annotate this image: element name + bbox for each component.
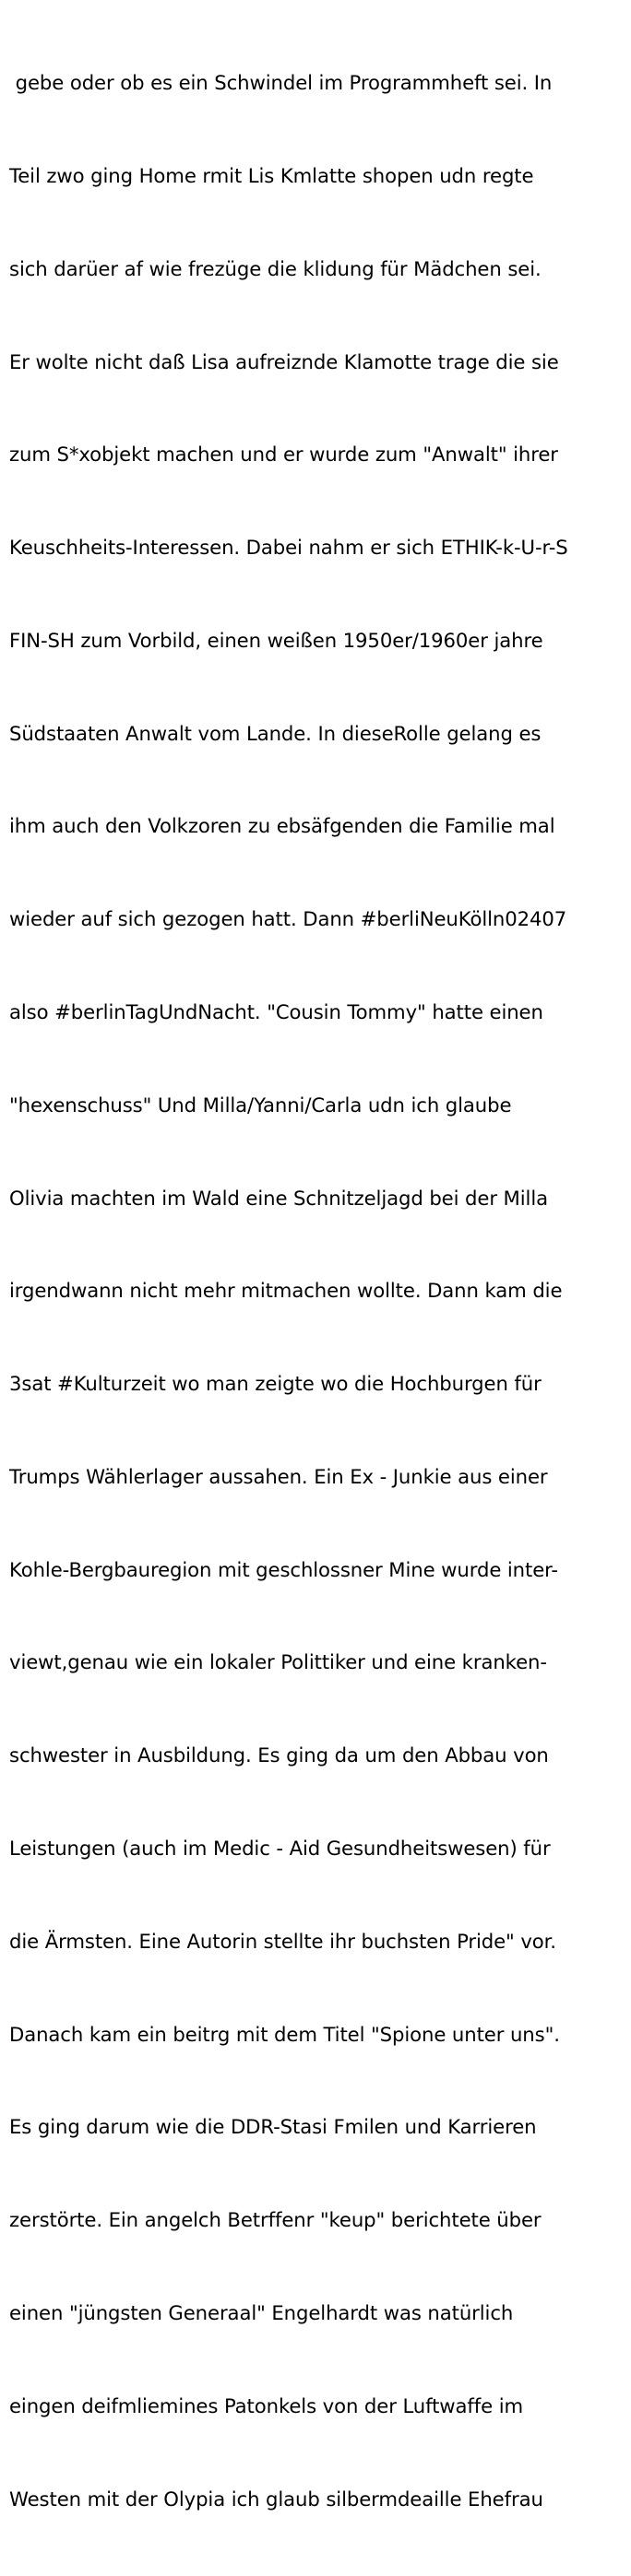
- text-line: Danach kam ein beitrg mit dem Titel "Spione unter uns".: [9, 2022, 560, 2046]
- text-line: Es ging darum wie die DDR-Stasi Fmilen und Karrieren: [9, 2115, 537, 2139]
- text-line: 3sat #Kulturzeit wo man zeigte wo die Hochburgen für: [9, 1372, 542, 1396]
- text-line: "hexenschuss" Und Milla/Yanni/Carla udn ich glaube: [9, 1093, 512, 1117]
- text-line: also #berlinTagUndNacht. "Cousin Tommy" hatte einen: [9, 1000, 543, 1023]
- text-line: zerstörte. Ein angelch Betrffenr "keup" berichtete über: [9, 2208, 542, 2232]
- text-line: Westen mit der Olypia ich glaub silbermdeaille Ehefrau: [9, 2487, 543, 2511]
- text-line: die Ärmsten. Eine Autorin stellte ihr buchsten Pride" vor.: [9, 1929, 556, 1953]
- text-line: Teil zwo ging Home rmit Lis Kmlatte shopen udn regte: [9, 163, 534, 187]
- text-line: irgendwann nicht mehr mitmachen wollte. Dann kam die: [9, 1279, 563, 1303]
- document-text: [9, 6, 624, 2576]
- text-line: Er wolte nicht daß Lisa aufreiznde Klamotte trage die sie: [9, 349, 559, 373]
- text-line: wieder auf sich gezogen hatt. Dann #berliNeuKölln02407: [9, 907, 567, 931]
- text-line: schwester in Ausbildung. Es ging da um den Abbau von: [9, 1743, 549, 1767]
- text-line: Südstaaten Anwalt vom Lande. In dieseRolle gelang es: [9, 721, 542, 745]
- text-line: eingen deifmliemines Patonkels von der Luftwaffe im: [9, 2393, 524, 2417]
- text-line: Trumps Wählerlager aussahen. Ein Ex - Junkie aus einer: [9, 1464, 548, 1488]
- text-line: zum S*xobjekt machen und er wurde zum "Anwalt" ihrer: [9, 443, 558, 467]
- text-line: Kohle-Bergbauregion mit geschlossner Mine wurde inter-: [9, 1557, 558, 1581]
- text-line: Leistungen (auch im Medic - Aid Gesundheitswesen) für: [9, 1837, 551, 1861]
- text-line: viewt,genau wie ein lokaler Polittiker und eine kranken-: [9, 1650, 547, 1674]
- text-line: ihm auch den Volkzoren zu ebsäfgenden die Familie mal: [9, 814, 555, 838]
- text-line: gebe oder ob es ein Schwindel im Programmheft sei. In: [9, 71, 553, 95]
- text-line: einen "jüngsten Generaal" Engelhardt was natürlich: [9, 2300, 514, 2324]
- text-line: sich darüer af wie frezüge die klidung für Mädchen sei.: [9, 256, 542, 280]
- text-line: Keuschheits-Interessen. Dabei nahm er sich ETHIK-k-U-r-S: [9, 536, 568, 560]
- text-line: FIN-SH zum Vorbild, einen weißen 1950er/1960er jahre: [9, 628, 543, 652]
- text-line: Olivia machten im Wald eine Schnitzeljagd bei der Milla: [9, 1186, 548, 1210]
